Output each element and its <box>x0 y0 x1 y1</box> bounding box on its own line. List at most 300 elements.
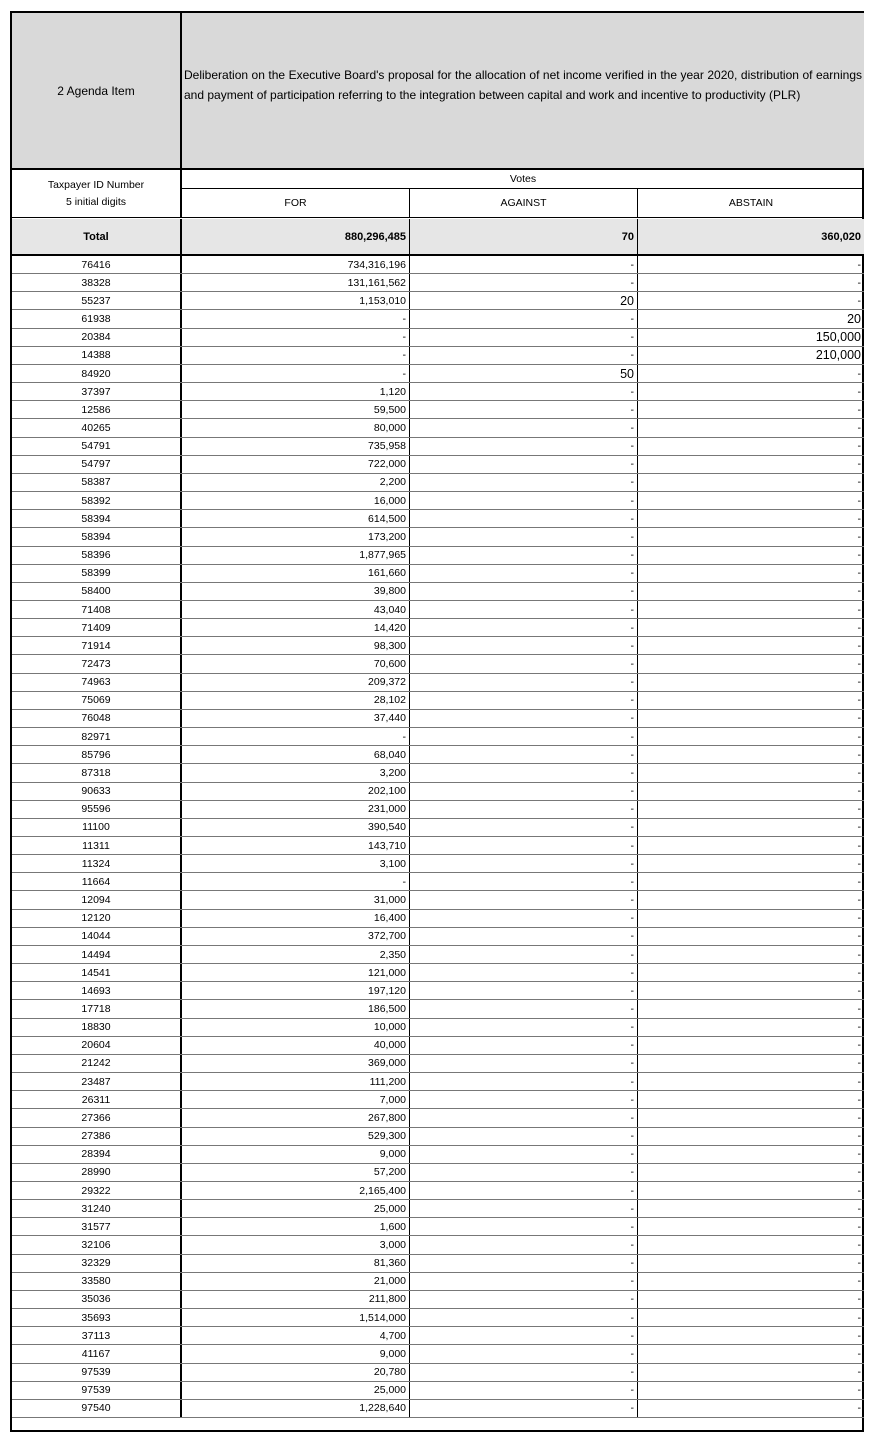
table-row <box>12 492 864 510</box>
for-votes-cell: 2,200 <box>182 474 410 491</box>
table-row <box>12 1073 864 1091</box>
for-votes-cell: 209,372 <box>182 674 410 691</box>
against-votes-cell: - <box>410 492 638 509</box>
taxpayer-id-cell: 14388 <box>12 347 182 364</box>
taxpayer-id-cell: 87318 <box>12 764 182 781</box>
for-votes-cell: - <box>182 365 410 382</box>
taxpayer-id-header <box>12 170 182 218</box>
table-row <box>12 310 864 328</box>
for-votes-cell: 1,600 <box>182 1218 410 1235</box>
abstain-votes-cell: - <box>857 1347 861 1360</box>
for-votes-cell: 39,800 <box>182 583 410 600</box>
against-votes-cell: - <box>410 1309 638 1326</box>
table-row <box>12 928 864 946</box>
abstain-votes-cell: - <box>857 1075 861 1088</box>
for-votes-cell: 14,420 <box>182 619 410 636</box>
for-votes-cell: 70,600 <box>182 655 410 672</box>
table-row <box>12 1345 864 1363</box>
for-votes-cell: 16,000 <box>182 492 410 509</box>
against-votes-cell: - <box>410 510 638 527</box>
taxpayer-id-cell: 27366 <box>12 1109 182 1126</box>
for-votes-cell: 59,500 <box>182 401 410 418</box>
against-votes-cell: - <box>410 1400 638 1417</box>
table-row <box>12 1382 864 1400</box>
against-votes-cell: - <box>410 837 638 854</box>
taxpayer-id-cell: 54791 <box>12 438 182 455</box>
against-votes-cell: - <box>410 1345 638 1362</box>
for-votes-cell: 20,780 <box>182 1364 410 1381</box>
taxpayer-id-sublabel: 5 initial digits <box>65 195 127 208</box>
against-votes-cell: - <box>410 438 638 455</box>
for-votes-cell: 4,700 <box>182 1327 410 1344</box>
taxpayer-id-cell: 75069 <box>12 692 182 709</box>
abstain-votes-cell: - <box>857 1257 861 1270</box>
against-votes-cell: - <box>410 1291 638 1308</box>
taxpayer-id-cell: 84920 <box>12 365 182 382</box>
abstain-votes-cell: - <box>857 1130 861 1143</box>
abstain-votes-cell: - <box>857 984 861 997</box>
abstain-votes-cell: - <box>857 585 861 598</box>
against-votes-cell: - <box>410 692 638 709</box>
taxpayer-id-cell: 72473 <box>12 655 182 672</box>
for-votes-cell: 1,153,010 <box>182 292 410 309</box>
table-row <box>12 365 864 383</box>
table-row <box>12 674 864 692</box>
for-votes-cell: - <box>182 728 410 745</box>
for-votes-cell: 1,228,640 <box>182 1400 410 1417</box>
against-votes-cell: - <box>410 655 638 672</box>
for-votes-cell: 40,000 <box>182 1037 410 1054</box>
for-votes-cell: 3,200 <box>182 764 410 781</box>
taxpayer-id-cell: 14693 <box>12 982 182 999</box>
against-votes-cell: 20 <box>410 292 638 309</box>
table-row <box>12 1128 864 1146</box>
against-votes-cell: - <box>410 565 638 582</box>
against-votes-cell: - <box>410 637 638 654</box>
votes-header: Votes <box>182 170 864 189</box>
against-votes-cell: - <box>410 891 638 908</box>
for-votes-cell: - <box>182 873 410 890</box>
taxpayer-id-cell: 90633 <box>12 783 182 800</box>
abstain-votes-cell: - <box>857 730 861 743</box>
abstain-votes-cell: - <box>857 294 861 307</box>
abstain-votes-cell: - <box>857 421 861 434</box>
for-votes-cell: 9,000 <box>182 1146 410 1163</box>
abstain-votes-cell: - <box>857 694 861 707</box>
against-votes-cell: - <box>410 1164 638 1181</box>
taxpayer-id-cell: 38328 <box>12 274 182 291</box>
for-votes-cell: 197,120 <box>182 982 410 999</box>
table-row <box>12 837 864 855</box>
abstain-votes-cell: - <box>857 676 861 689</box>
for-votes-cell: 202,100 <box>182 783 410 800</box>
taxpayer-id-cell: 85796 <box>12 746 182 763</box>
against-votes-cell: - <box>410 1128 638 1145</box>
vote-rows <box>12 256 864 1418</box>
table-row <box>12 583 864 601</box>
against-votes-cell: - <box>410 728 638 745</box>
for-votes-cell: 390,540 <box>182 819 410 836</box>
for-votes-cell: - <box>182 347 410 364</box>
against-votes-cell: - <box>410 764 638 781</box>
voting-table <box>10 11 864 1432</box>
taxpayer-id-cell: 58392 <box>12 492 182 509</box>
for-votes-cell: 186,500 <box>182 1000 410 1017</box>
taxpayer-id-cell: 31240 <box>12 1200 182 1217</box>
abstain-votes-cell: - <box>857 1311 861 1324</box>
abstain-votes-cell: - <box>857 1293 861 1306</box>
abstain-votes-cell: - <box>857 403 861 416</box>
for-votes-cell: 734,316,196 <box>182 256 410 273</box>
abstain-votes-cell: - <box>857 1021 861 1034</box>
for-votes-cell: 121,000 <box>182 964 410 981</box>
against-votes-cell: - <box>410 274 638 291</box>
taxpayer-id-cell: 26311 <box>12 1091 182 1108</box>
for-votes-cell: 529,300 <box>182 1128 410 1145</box>
for-votes-cell: 57,200 <box>182 1164 410 1181</box>
table-row <box>12 510 864 528</box>
against-votes-cell: - <box>410 1091 638 1108</box>
for-votes-cell: - <box>182 310 410 327</box>
taxpayer-id-cell: 40265 <box>12 419 182 436</box>
for-votes-cell: 231,000 <box>182 801 410 818</box>
abstain-votes-cell: - <box>857 1329 861 1342</box>
abstain-votes-cell: - <box>857 440 861 453</box>
table-row <box>12 982 864 1000</box>
against-votes-cell: - <box>410 1218 638 1235</box>
table-row <box>12 1109 864 1127</box>
abstain-votes-cell: - <box>857 494 861 507</box>
abstain-votes-cell: - <box>857 385 861 398</box>
against-votes-cell: - <box>410 783 638 800</box>
against-votes-cell: - <box>410 1109 638 1126</box>
for-votes-cell: 372,700 <box>182 928 410 945</box>
abstain-votes-cell: - <box>857 785 861 798</box>
table-row <box>12 274 864 292</box>
abstain-votes-cell: - <box>857 567 861 580</box>
taxpayer-id-cell: 76416 <box>12 256 182 273</box>
taxpayer-id-cell: 58396 <box>12 547 182 564</box>
against-votes-cell: - <box>410 619 638 636</box>
against-votes-cell: - <box>410 474 638 491</box>
taxpayer-id-cell: 20604 <box>12 1037 182 1054</box>
table-row <box>12 474 864 492</box>
against-votes-cell: - <box>410 1364 638 1381</box>
for-votes-cell: 43,040 <box>182 601 410 618</box>
table-row <box>12 746 864 764</box>
taxpayer-id-cell: 12120 <box>12 910 182 927</box>
for-votes-cell: 7,000 <box>182 1091 410 1108</box>
against-votes-cell: - <box>410 1200 638 1217</box>
abstain-votes-cell: - <box>857 803 861 816</box>
abstain-votes-cell: - <box>857 1093 861 1106</box>
table-row <box>12 1364 864 1382</box>
for-votes-cell: 25,000 <box>182 1200 410 1217</box>
for-votes-cell: 3,000 <box>182 1236 410 1253</box>
table-row <box>12 1000 864 1018</box>
against-votes-cell: - <box>410 946 638 963</box>
table-row <box>12 601 864 619</box>
against-votes-cell: - <box>410 310 638 327</box>
table-row <box>12 1055 864 1073</box>
table-row <box>12 783 864 801</box>
table-row <box>12 347 864 365</box>
taxpayer-id-cell: 12586 <box>12 401 182 418</box>
against-votes-cell: - <box>410 347 638 364</box>
total-label: Total <box>12 219 182 254</box>
against-votes-cell: - <box>410 746 638 763</box>
for-votes-cell: 161,660 <box>182 565 410 582</box>
for-votes-cell: 68,040 <box>182 746 410 763</box>
abstain-votes-cell: - <box>857 894 861 907</box>
abstain-votes-cell: - <box>857 549 861 562</box>
abstain-votes-cell: - <box>857 966 861 979</box>
for-votes-cell: 9,000 <box>182 1345 410 1362</box>
for-votes-cell: 369,000 <box>182 1055 410 1072</box>
abstain-votes-cell: - <box>857 1366 861 1379</box>
for-votes-cell: 21,000 <box>182 1273 410 1290</box>
for-votes-cell: 267,800 <box>182 1109 410 1126</box>
abstain-votes-cell: - <box>857 1057 861 1070</box>
for-votes-cell: 31,000 <box>182 891 410 908</box>
against-votes-cell: - <box>410 1037 638 1054</box>
taxpayer-id-cell: 32329 <box>12 1255 182 1272</box>
abstain-votes-cell: - <box>857 476 861 489</box>
taxpayer-id-cell: 31577 <box>12 1218 182 1235</box>
for-votes-cell: 25,000 <box>182 1382 410 1399</box>
abstain-votes-cell: - <box>857 258 861 271</box>
for-votes-cell: 1,120 <box>182 383 410 400</box>
table-row <box>12 855 864 873</box>
for-votes-cell: 3,100 <box>182 855 410 872</box>
table-row <box>12 1236 864 1254</box>
for-votes-cell: - <box>182 329 410 346</box>
taxpayer-id-cell: 28990 <box>12 1164 182 1181</box>
against-votes-cell: - <box>410 1182 638 1199</box>
taxpayer-id-cell: 71914 <box>12 637 182 654</box>
taxpayer-id-cell: 61938 <box>12 310 182 327</box>
taxpayer-id-cell: 41167 <box>12 1345 182 1362</box>
against-votes-cell: - <box>410 1382 638 1399</box>
against-votes-cell: - <box>410 528 638 545</box>
table-row <box>12 419 864 437</box>
taxpayer-id-cell: 20384 <box>12 329 182 346</box>
for-votes-cell: 614,500 <box>182 510 410 527</box>
taxpayer-id-cell: 58400 <box>12 583 182 600</box>
table-row <box>12 692 864 710</box>
for-column-header: FOR <box>182 189 410 218</box>
abstain-votes-cell: - <box>857 857 861 870</box>
taxpayer-id-cell: 17718 <box>12 1000 182 1017</box>
table-row <box>12 1182 864 1200</box>
abstain-votes-cell: - <box>857 1002 861 1015</box>
against-votes-cell: - <box>410 329 638 346</box>
table-row <box>12 710 864 728</box>
abstain-votes-cell: - <box>857 839 861 852</box>
table-row <box>12 764 864 782</box>
for-votes-cell: 37,440 <box>182 710 410 727</box>
taxpayer-id-cell: 11100 <box>12 819 182 836</box>
against-votes-cell: - <box>410 710 638 727</box>
taxpayer-id-cell: 14044 <box>12 928 182 945</box>
table-row <box>12 1273 864 1291</box>
abstain-votes-cell: - <box>857 1202 861 1215</box>
for-votes-cell: 80,000 <box>182 419 410 436</box>
against-votes-cell: - <box>410 801 638 818</box>
taxpayer-id-cell: 12094 <box>12 891 182 908</box>
table-row <box>12 946 864 964</box>
table-row <box>12 438 864 456</box>
table-row <box>12 891 864 909</box>
table-row <box>12 619 864 637</box>
abstain-votes-cell: - <box>857 621 861 634</box>
taxpayer-id-cell: 95596 <box>12 801 182 818</box>
table-row <box>12 1037 864 1055</box>
abstain-votes-cell: - <box>857 1039 861 1052</box>
against-votes-cell: - <box>410 1146 638 1163</box>
taxpayer-id-cell: 71408 <box>12 601 182 618</box>
abstain-votes-cell: - <box>857 1402 861 1415</box>
taxpayer-id-cell: 54797 <box>12 456 182 473</box>
against-votes-cell: - <box>410 982 638 999</box>
table-row <box>12 401 864 419</box>
abstain-votes-cell: - <box>857 1275 861 1288</box>
for-votes-cell: 211,800 <box>182 1291 410 1308</box>
total-for: 880,296,485 <box>182 219 410 254</box>
abstain-votes-cell: - <box>857 458 861 471</box>
against-votes-cell: - <box>410 1019 638 1036</box>
against-votes-cell: - <box>410 601 638 618</box>
table-row <box>12 637 864 655</box>
table-row <box>12 256 864 274</box>
table-row <box>12 547 864 565</box>
against-votes-cell: - <box>410 910 638 927</box>
table-row <box>12 456 864 474</box>
abstain-votes-cell: - <box>857 367 861 380</box>
taxpayer-id-cell: 11311 <box>12 837 182 854</box>
against-votes-cell: - <box>410 1255 638 1272</box>
for-votes-cell: 16,400 <box>182 910 410 927</box>
table-row <box>12 383 864 401</box>
for-votes-cell: 143,710 <box>182 837 410 854</box>
table-row <box>12 1255 864 1273</box>
against-votes-cell: - <box>410 855 638 872</box>
taxpayer-id-cell: 23487 <box>12 1073 182 1090</box>
taxpayer-id-cell: 28394 <box>12 1146 182 1163</box>
against-votes-cell: 50 <box>410 365 638 382</box>
table-row <box>12 655 864 673</box>
taxpayer-id-cell: 74963 <box>12 674 182 691</box>
taxpayer-id-cell: 55237 <box>12 292 182 309</box>
table-row <box>12 1164 864 1182</box>
against-votes-cell: - <box>410 256 638 273</box>
taxpayer-id-label: Taxpayer ID Number <box>47 178 145 191</box>
against-votes-cell: - <box>410 456 638 473</box>
taxpayer-id-cell: 14541 <box>12 964 182 981</box>
table-row <box>12 292 864 310</box>
taxpayer-id-cell: 58394 <box>12 528 182 545</box>
abstain-votes-cell: - <box>857 1384 861 1397</box>
abstain-votes-cell: - <box>857 948 861 961</box>
taxpayer-id-cell: 82971 <box>12 728 182 745</box>
against-votes-cell: - <box>410 547 638 564</box>
table-row <box>12 1291 864 1309</box>
table-row <box>12 1218 864 1236</box>
abstain-column-header: ABSTAIN <box>638 189 864 218</box>
abstain-votes-cell: - <box>857 276 861 289</box>
table-row <box>12 1019 864 1037</box>
abstain-votes-cell: - <box>857 766 861 779</box>
against-votes-cell: - <box>410 583 638 600</box>
for-votes-cell: 2,165,400 <box>182 1182 410 1199</box>
against-votes-cell: - <box>410 1273 638 1290</box>
taxpayer-id-cell: 11324 <box>12 855 182 872</box>
abstain-votes-cell: 210,000 <box>815 348 861 363</box>
taxpayer-id-cell: 29322 <box>12 1182 182 1199</box>
abstain-votes-cell: - <box>857 1166 861 1179</box>
table-row <box>12 1327 864 1345</box>
abstain-votes-cell: - <box>857 1239 861 1252</box>
for-votes-cell: 735,958 <box>182 438 410 455</box>
abstain-votes-cell: - <box>857 530 861 543</box>
for-votes-cell: 81,360 <box>182 1255 410 1272</box>
against-votes-cell: - <box>410 419 638 436</box>
taxpayer-id-cell: 76048 <box>12 710 182 727</box>
against-votes-cell: - <box>410 873 638 890</box>
abstain-votes-cell: - <box>857 1184 861 1197</box>
abstain-votes-cell: - <box>857 875 861 888</box>
against-votes-cell: - <box>410 383 638 400</box>
taxpayer-id-cell: 35036 <box>12 1291 182 1308</box>
abstain-votes-cell: - <box>857 1148 861 1161</box>
against-votes-cell: - <box>410 928 638 945</box>
for-votes-cell: 10,000 <box>182 1019 410 1036</box>
against-votes-cell: - <box>410 1073 638 1090</box>
abstain-votes-cell: - <box>857 512 861 525</box>
for-votes-cell: 111,200 <box>182 1073 410 1090</box>
table-row <box>12 910 864 928</box>
for-votes-cell: 98,300 <box>182 637 410 654</box>
for-votes-cell: 1,877,965 <box>182 547 410 564</box>
taxpayer-id-cell: 37397 <box>12 383 182 400</box>
total-row <box>12 219 864 256</box>
abstain-votes-cell: - <box>857 1220 861 1233</box>
abstain-votes-cell: - <box>857 930 861 943</box>
table-row <box>12 728 864 746</box>
taxpayer-id-cell: 58394 <box>12 510 182 527</box>
against-votes-cell: - <box>410 1055 638 1072</box>
taxpayer-id-cell: 21242 <box>12 1055 182 1072</box>
taxpayer-id-cell: 11664 <box>12 873 182 890</box>
for-votes-cell: 1,514,000 <box>182 1309 410 1326</box>
for-votes-cell: 28,102 <box>182 692 410 709</box>
taxpayer-id-cell: 97539 <box>12 1382 182 1399</box>
taxpayer-id-cell: 35693 <box>12 1309 182 1326</box>
abstain-votes-cell: - <box>857 821 861 834</box>
against-votes-cell: - <box>410 674 638 691</box>
against-votes-cell: - <box>410 1327 638 1344</box>
table-row <box>12 819 864 837</box>
for-votes-cell: 131,161,562 <box>182 274 410 291</box>
table-row <box>12 329 864 347</box>
taxpayer-id-cell: 97540 <box>12 1400 182 1417</box>
taxpayer-id-cell: 27386 <box>12 1128 182 1145</box>
taxpayer-id-cell: 37113 <box>12 1327 182 1344</box>
against-column-header: AGAINST <box>410 189 638 218</box>
taxpayer-id-cell: 14494 <box>12 946 182 963</box>
against-votes-cell: - <box>410 819 638 836</box>
taxpayer-id-cell: 18830 <box>12 1019 182 1036</box>
